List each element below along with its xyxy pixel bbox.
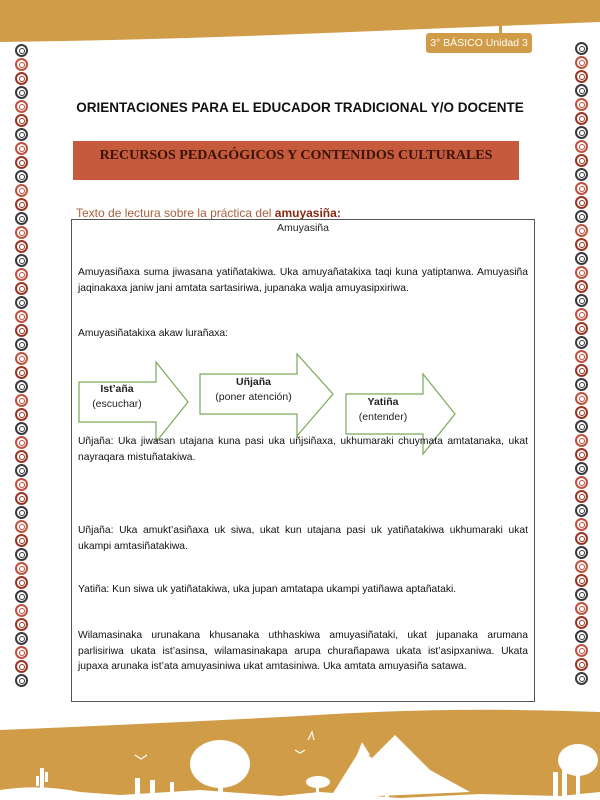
pattern-ring-icon — [575, 280, 588, 293]
pattern-ring-icon — [575, 140, 588, 153]
pattern-ring-icon — [575, 574, 588, 587]
pattern-ring-icon — [15, 156, 28, 169]
pattern-ring-icon — [15, 212, 28, 225]
pattern-ring-icon — [15, 450, 28, 463]
pattern-ring-icon — [15, 352, 28, 365]
pattern-ring-icon — [575, 126, 588, 139]
pattern-ring-icon — [575, 602, 588, 615]
pattern-ring-icon — [15, 632, 28, 645]
pattern-ring-icon — [15, 604, 28, 617]
banner-text: RECURSOS PEDAGÓGICOS Y CONTENIDOS CULTURALES — [99, 148, 493, 163]
pattern-ring-icon — [575, 56, 588, 69]
pattern-ring-icon — [15, 128, 28, 141]
paragraph-4: Uñjaña: Uka amukt’asiñaxa uk siwa, ukat kun utajana pasi uk yatiñatakiwa ukhumaraki ukat ukampi amtasiñatakiwa. — [78, 525, 528, 552]
pattern-ring-icon — [575, 588, 588, 601]
pattern-ring-icon — [15, 58, 28, 71]
pattern-ring-icon — [15, 674, 28, 687]
pattern-ring-icon — [15, 44, 28, 57]
page-title: ORIENTACIONES PARA EL EDUCADOR TRADICIONAL Y/O DOCENTE — [76, 100, 524, 115]
pattern-ring-icon — [575, 84, 588, 97]
pattern-ring-icon — [15, 184, 28, 197]
paragraph-2: Amuyasiñatakixa akaw lurañaxa: — [78, 328, 228, 339]
pattern-ring-icon — [575, 490, 588, 503]
pattern-ring-icon — [575, 350, 588, 363]
unit-badge: 3° BÁSICO Unidad 3 — [426, 33, 532, 53]
pattern-ring-icon — [15, 520, 28, 533]
pattern-ring-icon — [15, 478, 28, 491]
pattern-ring-icon — [575, 420, 588, 433]
pattern-ring-icon — [575, 448, 588, 461]
pattern-ring-icon — [15, 506, 28, 519]
pattern-ring-icon — [575, 196, 588, 209]
pattern-ring-icon — [15, 310, 28, 323]
pattern-ring-icon — [15, 114, 28, 127]
pattern-ring-icon — [575, 434, 588, 447]
pattern-ring-icon — [575, 672, 588, 685]
pattern-ring-icon — [575, 644, 588, 657]
pattern-ring-icon — [15, 492, 28, 505]
pattern-ring-icon — [15, 660, 28, 673]
pattern-ring-icon — [15, 436, 28, 449]
pattern-ring-icon — [15, 590, 28, 603]
pattern-ring-icon — [575, 98, 588, 111]
pattern-ring-icon — [15, 562, 28, 575]
bottom-landscape-illustration — [0, 700, 600, 800]
right-pattern-border — [572, 42, 590, 692]
paragraph-1: Amuyasiñaxa suma jiwasana yatiñatakiwa. Uka amuyañatakixa taqi kuna yatiptanwa. Amuyasiña jaqinakaxa janiw jani amtata sartasiriwa, jupanaka walja amuyasipxiriwa. — [78, 267, 528, 294]
pattern-ring-icon — [15, 408, 28, 421]
pattern-ring-icon — [575, 560, 588, 573]
step-yatina: Yatiña (entender) — [358, 396, 408, 423]
pattern-ring-icon — [15, 198, 28, 211]
pattern-ring-icon — [15, 324, 28, 337]
paragraph-5: Yatiña: Kun siwa uk yatiñatakiwa, uka jupan amtatapa ukampi yatiñawa aptañataki. — [78, 584, 457, 595]
pattern-ring-icon — [15, 142, 28, 155]
pattern-ring-icon — [15, 254, 28, 267]
reading-box — [71, 219, 535, 702]
pattern-ring-icon — [575, 168, 588, 181]
pattern-ring-icon — [15, 338, 28, 351]
pattern-ring-icon — [575, 294, 588, 307]
pattern-ring-icon — [575, 406, 588, 419]
pattern-ring-icon — [575, 224, 588, 237]
pattern-ring-icon — [15, 534, 28, 547]
pattern-ring-icon — [575, 308, 588, 321]
pattern-ring-icon — [15, 464, 28, 477]
pattern-ring-icon — [15, 576, 28, 589]
section-banner — [73, 141, 519, 180]
pattern-ring-icon — [15, 618, 28, 631]
pattern-ring-icon — [15, 548, 28, 561]
pattern-ring-icon — [575, 322, 588, 335]
pattern-ring-icon — [15, 170, 28, 183]
pattern-ring-icon — [15, 296, 28, 309]
paragraph-3: Uñjaña: Uka jiwasan utajana kuna pasi uka uñjsiñaxa, ukhumaraki chuymata amtatanaka, ukat nayraqara mistuñatakiwa. — [78, 436, 528, 463]
pattern-ring-icon — [575, 476, 588, 489]
pattern-ring-icon — [575, 182, 588, 195]
pattern-ring-icon — [575, 630, 588, 643]
step-istana: Ist’aña (escuchar) — [92, 383, 142, 410]
pattern-ring-icon — [575, 462, 588, 475]
pattern-ring-icon — [15, 380, 28, 393]
paragraph-6: Wilamasinaka urunakana khusanaka uthhaskiwa amuyasiñataki, ukat jupanaka arumana parlisiriwa ukata ist’asinsa, wilamasinakapa arupa churañapawa ukata ist’asipxaniwa. Ukata jupaxa arunaka ist’ata amuyasiniwa ukat amtasiniwa. Uka amtata amuyasiña satawa. — [78, 630, 528, 672]
pattern-ring-icon — [575, 518, 588, 531]
pattern-ring-icon — [575, 210, 588, 223]
pattern-ring-icon — [15, 282, 28, 295]
pattern-ring-icon — [575, 266, 588, 279]
pattern-ring-icon — [575, 532, 588, 545]
pattern-ring-icon — [575, 364, 588, 377]
pattern-ring-icon — [575, 154, 588, 167]
pattern-ring-icon — [15, 268, 28, 281]
pattern-ring-icon — [575, 616, 588, 629]
reading-title: Amuyasiña — [277, 222, 329, 234]
reading-intro — [76, 206, 341, 220]
pattern-ring-icon — [15, 86, 28, 99]
pattern-ring-icon — [15, 422, 28, 435]
pattern-ring-icon — [15, 226, 28, 239]
pattern-ring-icon — [575, 658, 588, 671]
pattern-ring-icon — [575, 336, 588, 349]
pattern-ring-icon — [15, 100, 28, 113]
intro-highlight: amuyasiña: — [274, 206, 341, 220]
pattern-ring-icon — [575, 70, 588, 83]
pattern-ring-icon — [15, 240, 28, 253]
step-unjana: Uñjaña (poner atención) — [215, 376, 292, 403]
pattern-ring-icon — [575, 378, 588, 391]
pattern-ring-icon — [575, 504, 588, 517]
pattern-ring-icon — [15, 366, 28, 379]
pattern-ring-icon — [15, 72, 28, 85]
pattern-ring-icon — [575, 546, 588, 559]
pattern-ring-icon — [575, 112, 588, 125]
pattern-ring-icon — [15, 394, 28, 407]
pattern-ring-icon — [575, 392, 588, 405]
intro-prefix: Texto de lectura sobre la práctica del — [76, 206, 275, 220]
pattern-ring-icon — [15, 646, 28, 659]
pattern-ring-icon — [575, 238, 588, 251]
pattern-ring-icon — [575, 42, 588, 55]
left-pattern-border — [12, 44, 30, 694]
pattern-ring-icon — [575, 252, 588, 265]
